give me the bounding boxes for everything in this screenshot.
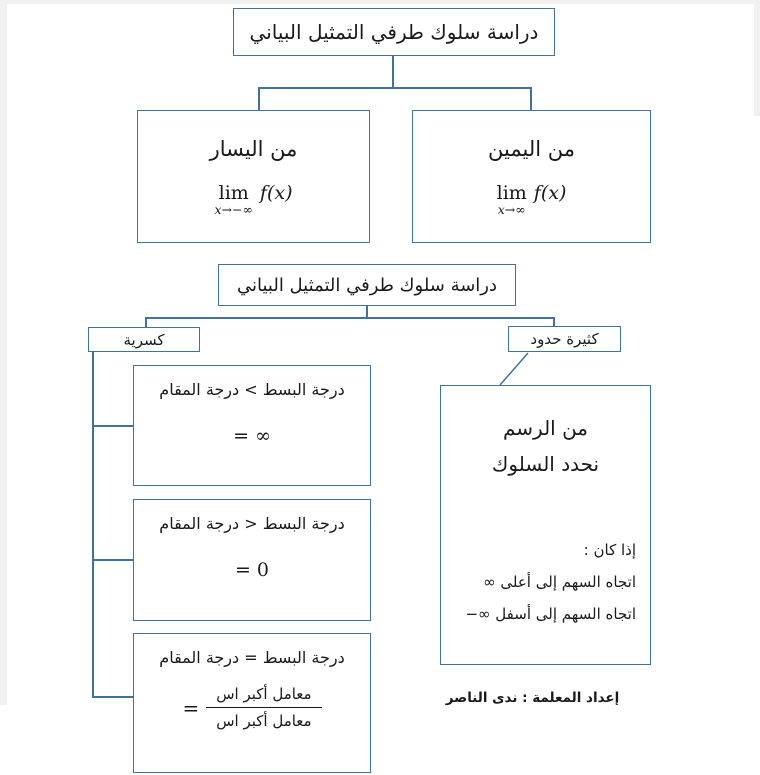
polynomial-behavior-box xyxy=(440,385,651,665)
top-edge xyxy=(0,0,760,4)
result-text: = ∞ xyxy=(233,425,271,447)
from-left-label: من اليسار xyxy=(209,137,298,161)
left-edge xyxy=(0,0,7,705)
connector-line xyxy=(258,87,532,89)
connector-rail xyxy=(92,352,94,698)
case-degrees-equal-box xyxy=(133,633,371,773)
mid-title-box xyxy=(218,264,516,306)
result-text: = 0 xyxy=(234,559,270,581)
connector-line xyxy=(92,696,133,698)
right-edge xyxy=(754,0,760,116)
top-title-text: دراسة سلوك طرفي التمثيل البياني xyxy=(249,20,539,44)
polynomial-branch-label-box xyxy=(508,326,621,352)
behavior-conditions xyxy=(441,534,650,630)
from-right-label: من اليمين xyxy=(488,137,575,161)
condition-text: درجة البسط > درجة المقام xyxy=(159,380,345,399)
coefficient-fraction xyxy=(182,683,321,732)
connector-line xyxy=(92,559,133,561)
fraction-branch-label-box xyxy=(88,327,200,352)
from-right-limit-box xyxy=(412,110,651,243)
connector-line xyxy=(392,56,394,88)
function-notation: f(x) xyxy=(259,182,293,204)
case-numerator-greater-box xyxy=(133,365,371,486)
condition-text: درجة البسط < درجة المقام xyxy=(159,514,345,533)
top-title-box xyxy=(233,8,555,56)
behavior-line-2: نحدد السلوك xyxy=(491,452,600,476)
connector-line xyxy=(145,317,555,319)
condition-text: درجة البسط = درجة المقام xyxy=(159,648,345,667)
credit-text: إعداد المعلمة : ندى الناصر xyxy=(445,690,620,706)
connector-line xyxy=(258,87,260,111)
lim-operator: lim xyxy=(218,182,249,204)
arrow-up-value: ∞ xyxy=(483,573,496,591)
fraction-denominator: معامل أكبر اس xyxy=(216,712,312,730)
arrow-down-label: اتجاه السهم إلى أسفل xyxy=(495,605,636,623)
arrow-up-line xyxy=(455,566,636,598)
lim-operator: lim xyxy=(496,182,527,204)
equals-sign: = xyxy=(182,695,200,720)
arrow-up-label: اتجاه السهم إلى أعلى xyxy=(500,573,636,591)
behavior-line-1: من الرسم xyxy=(502,416,589,440)
case-numerator-less-box xyxy=(133,499,371,621)
connector-line xyxy=(530,87,532,111)
from-left-limit-box xyxy=(137,110,370,243)
limit-expression-right xyxy=(497,183,567,217)
limit-expression-left xyxy=(215,183,293,217)
mid-title-text: دراسة سلوك طرفي التمثيل البياني xyxy=(236,274,498,296)
arrow-down-value: −∞ xyxy=(465,605,491,623)
connector-line xyxy=(92,425,133,427)
fraction-numerator: معامل أكبر اس xyxy=(206,683,321,708)
function-notation: f(x) xyxy=(533,182,567,204)
polynomial-branch-label: كثيرة حدود xyxy=(530,330,599,348)
fraction-branch-label: كسرية xyxy=(123,330,165,349)
arrow-down-line xyxy=(455,598,636,630)
lim-subscript: x→−∞ xyxy=(214,202,253,217)
lim-subscript: x→∞ xyxy=(497,202,526,217)
condition-intro: إذا كان : xyxy=(583,541,636,559)
connector-diagonal xyxy=(495,352,535,386)
